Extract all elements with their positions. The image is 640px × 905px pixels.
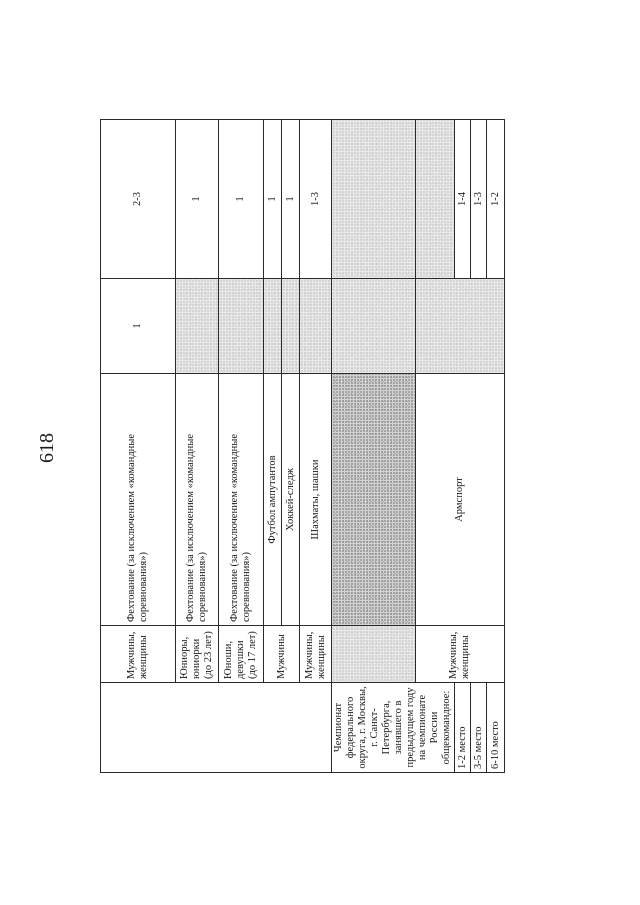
discipline-cell: Шахматы, шашки: [300, 374, 332, 626]
shaded-cell: [416, 279, 505, 374]
table-row: [332, 120, 416, 773]
value-cell: 1: [219, 120, 264, 279]
table-row: [219, 120, 264, 773]
shaded-cell: [219, 279, 264, 374]
value-cell: 1-3: [300, 120, 332, 279]
table-row: [176, 120, 219, 773]
shaded-cell: [300, 279, 332, 374]
shaded-cell: [332, 374, 416, 626]
discipline-cell: Армспорт: [416, 374, 505, 626]
value-cell: 1-4: [455, 120, 471, 279]
page-number: 618: [36, 433, 58, 463]
table-row: [300, 120, 332, 773]
shaded-cell: [416, 120, 455, 279]
discipline-cell: Хоккей-следж: [282, 374, 300, 626]
shaded-cell: [332, 626, 416, 683]
shaded-cell: [264, 279, 282, 374]
value-cell: 2-3: [101, 120, 176, 279]
gender-cell: Мужчины, женщины: [300, 626, 332, 683]
shaded-cell: [332, 120, 416, 279]
place-cell: 1-2 место: [455, 683, 471, 773]
value-cell: 1: [264, 120, 282, 279]
table-row: [101, 120, 176, 773]
table-row: [264, 120, 282, 773]
value-cell: 1: [176, 120, 219, 279]
document-table-frame: [100, 120, 501, 773]
value-cell: 1: [282, 120, 300, 279]
place-cell: 3-5 место: [471, 683, 487, 773]
sport-ranks-table: [100, 119, 505, 773]
gender-cell: Мужчины, женщины: [416, 626, 505, 683]
gender-cell: Юноши, девушки (до 17 лет): [219, 626, 264, 683]
shaded-cell: [332, 279, 416, 374]
value-cell: 1: [101, 279, 176, 374]
gender-cell: Мужчины: [264, 626, 300, 683]
empty-cell: [101, 683, 332, 773]
gender-cell: Юниоры, юниорки (до 23 лет): [176, 626, 219, 683]
discipline-cell: Фехтование (за исключением «командные соревнования»): [176, 374, 219, 626]
place-cell: 6-10 место: [487, 683, 505, 773]
gender-cell: Мужчины, женщины: [101, 626, 176, 683]
discipline-cell: Футбол ампутантов: [264, 374, 282, 626]
discipline-cell: Фехтование (за исключением «командные соревнования»): [219, 374, 264, 626]
shaded-cell: [176, 279, 219, 374]
shaded-cell: [282, 279, 300, 374]
table-row: [416, 120, 455, 773]
value-cell: 1-2: [487, 120, 505, 279]
discipline-cell: Фехтование (за исключением «командные соревнования»): [101, 374, 176, 626]
championship-label-cell: Чемпионат федерального округа, г. Москвы, г. Санкт-Петербурга, занявшего в предыдущем году на чемпионате России общекомандное:: [332, 683, 455, 773]
value-cell: 1-3: [471, 120, 487, 279]
